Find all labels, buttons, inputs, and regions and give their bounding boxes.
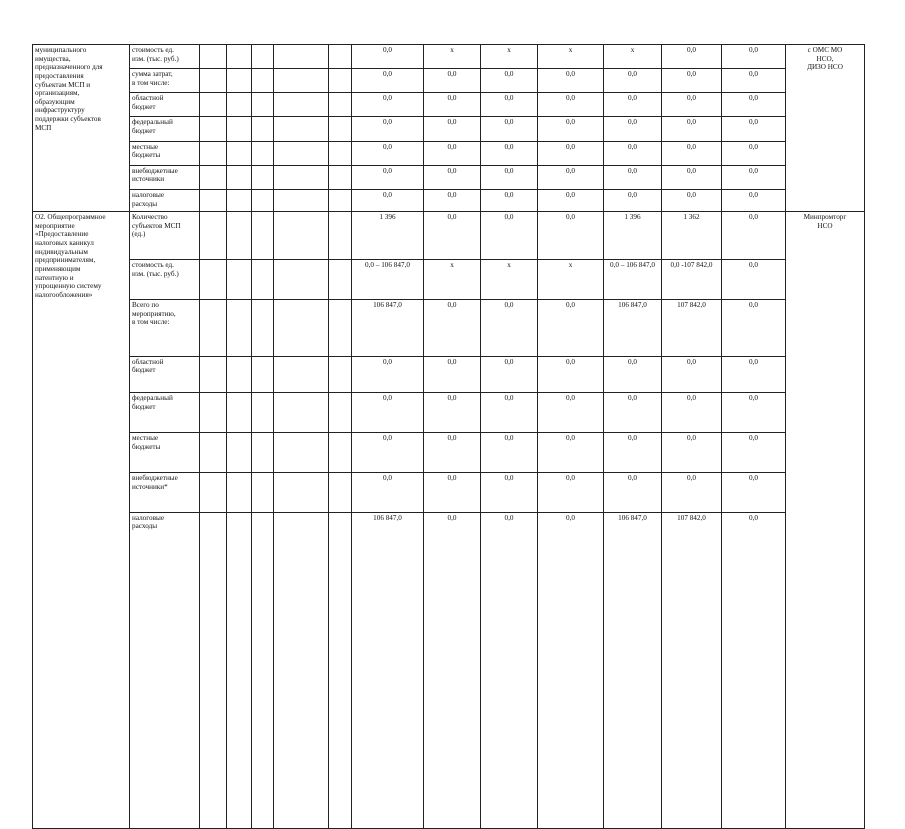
empty-cell: [274, 45, 329, 69]
value-cell: 0,0: [481, 300, 538, 357]
empty-cell: [329, 472, 352, 512]
value-cell: 0,0: [352, 45, 424, 69]
empty-cell: [274, 117, 329, 141]
table-row: [33, 117, 865, 141]
empty-cell: [252, 300, 274, 357]
tax-holidays-responsible: Минпромторг НСО: [786, 212, 865, 828]
row-label: местные бюджеты: [130, 141, 200, 165]
value-cell: 0,0: [662, 356, 722, 393]
value-cell: 0,0: [662, 393, 722, 433]
value-cell: 0,0: [662, 433, 722, 473]
value-cell: 0,0: [481, 472, 538, 512]
empty-cell: [329, 356, 352, 393]
value-cell: 0,0: [352, 93, 424, 117]
document-page: [32, 44, 865, 829]
value-cell: 0,0: [662, 117, 722, 141]
value-cell: 0,0: [424, 512, 481, 828]
value-cell: 0,0: [481, 141, 538, 165]
empty-cell: [329, 69, 352, 93]
value-cell: 0,0: [352, 189, 424, 211]
empty-cell: [200, 165, 227, 189]
value-cell: 1 396: [352, 212, 424, 260]
value-cell: 0,0: [722, 69, 786, 93]
empty-cell: [329, 433, 352, 473]
value-cell: 0,0: [481, 69, 538, 93]
value-cell: 0,0: [538, 393, 604, 433]
value-cell: 0,0: [352, 472, 424, 512]
empty-cell: [200, 117, 227, 141]
table-row: [33, 93, 865, 117]
empty-cell: [200, 260, 227, 300]
value-cell: x: [481, 260, 538, 300]
value-cell: x: [424, 45, 481, 69]
empty-cell: [227, 393, 252, 433]
value-cell: 0,0: [538, 69, 604, 93]
empty-cell: [252, 165, 274, 189]
value-cell: 0,0 -107 842,0: [662, 260, 722, 300]
row-label: федеральный бюджет: [130, 117, 200, 141]
property-support-activity-name: муниципального имущества, предназначенного для предоставления субъектам МСП и организациям, образующим инфраструктуру поддержки субъектов МСП: [33, 45, 130, 212]
empty-cell: [200, 472, 227, 512]
value-cell: 0,0: [424, 300, 481, 357]
empty-cell: [252, 433, 274, 473]
empty-cell: [227, 300, 252, 357]
value-cell: 0,0: [481, 212, 538, 260]
value-cell: 0,0: [481, 433, 538, 473]
empty-cell: [274, 300, 329, 357]
empty-cell: [252, 393, 274, 433]
empty-cell: [227, 93, 252, 117]
row-label: Количество субъектов МСП (ед.): [130, 212, 200, 260]
value-cell: 0,0: [722, 93, 786, 117]
value-cell: 0,0: [538, 212, 604, 260]
empty-cell: [200, 189, 227, 211]
empty-cell: [200, 356, 227, 393]
empty-cell: [274, 189, 329, 211]
row-label: сумма затрат, в том числе:: [130, 69, 200, 93]
empty-cell: [252, 189, 274, 211]
empty-cell: [227, 356, 252, 393]
value-cell: 0,0: [481, 356, 538, 393]
value-cell: 0,0: [481, 93, 538, 117]
empty-cell: [274, 393, 329, 433]
row-label: областной бюджет: [130, 356, 200, 393]
program-activities-table: [32, 44, 865, 829]
value-cell: 0,0: [722, 472, 786, 512]
value-cell: 0,0: [604, 93, 662, 117]
empty-cell: [329, 300, 352, 357]
table-row: [33, 69, 865, 93]
row-label: Всего по мероприятию, в том числе:: [130, 300, 200, 357]
row-label: местные бюджеты: [130, 433, 200, 473]
empty-cell: [252, 512, 274, 828]
value-cell: 0,0: [662, 141, 722, 165]
value-cell: 106 847,0: [604, 512, 662, 828]
empty-cell: [200, 512, 227, 828]
empty-cell: [200, 300, 227, 357]
empty-cell: [227, 212, 252, 260]
table-row: [33, 45, 865, 69]
empty-cell: [274, 356, 329, 393]
empty-cell: [227, 433, 252, 473]
value-cell: 0,0: [604, 472, 662, 512]
value-cell: 107 842,0: [662, 512, 722, 828]
empty-cell: [200, 141, 227, 165]
value-cell: 0,0: [424, 69, 481, 93]
value-cell: 0,0: [481, 393, 538, 433]
value-cell: 0,0: [352, 356, 424, 393]
empty-cell: [274, 433, 329, 473]
value-cell: 0,0: [662, 189, 722, 211]
empty-cell: [329, 512, 352, 828]
value-cell: x: [538, 260, 604, 300]
empty-cell: [274, 165, 329, 189]
table-row: [33, 212, 865, 260]
value-cell: 0,0: [722, 141, 786, 165]
empty-cell: [329, 212, 352, 260]
value-cell: 0,0: [538, 141, 604, 165]
value-cell: 0,0: [424, 93, 481, 117]
value-cell: 0,0: [604, 393, 662, 433]
value-cell: 0,0: [722, 189, 786, 211]
value-cell: 0,0: [722, 117, 786, 141]
row-label: налоговые расходы: [130, 512, 200, 828]
value-cell: 0,0: [604, 141, 662, 165]
row-label: внебюджетные источники*: [130, 472, 200, 512]
table-body: [33, 45, 865, 829]
empty-cell: [227, 45, 252, 69]
table-row: [33, 433, 865, 473]
value-cell: 0,0: [424, 141, 481, 165]
value-cell: 1 362: [662, 212, 722, 260]
empty-cell: [227, 512, 252, 828]
value-cell: 1 396: [604, 212, 662, 260]
empty-cell: [329, 189, 352, 211]
empty-cell: [329, 393, 352, 433]
empty-cell: [252, 69, 274, 93]
value-cell: x: [604, 45, 662, 69]
empty-cell: [274, 212, 329, 260]
value-cell: 0,0: [604, 433, 662, 473]
value-cell: 0,0 – 106 847,0: [604, 260, 662, 300]
property-support-responsible: с ОМС МО НСО, ДИЗО НСО: [786, 45, 865, 212]
value-cell: 0,0: [538, 189, 604, 211]
empty-cell: [274, 512, 329, 828]
empty-cell: [252, 93, 274, 117]
row-label: внебюджетные источники: [130, 165, 200, 189]
value-cell: 0,0: [604, 189, 662, 211]
value-cell: 0,0: [352, 433, 424, 473]
value-cell: 0,0: [538, 117, 604, 141]
table-row: [33, 512, 865, 828]
empty-cell: [252, 117, 274, 141]
value-cell: 0,0: [538, 472, 604, 512]
value-cell: 0,0: [722, 356, 786, 393]
value-cell: 0,0: [604, 69, 662, 93]
value-cell: 0,0: [352, 117, 424, 141]
row-label: областной бюджет: [130, 93, 200, 117]
tax-holidays-activity-name: О2. Общепрограммное мероприятие «Предоставление налоговых каникул индивидуальным предпринимателям, применяющим патентную и упрощенную систему налогообложения»: [33, 212, 130, 828]
value-cell: 0,0: [352, 165, 424, 189]
value-cell: 0,0: [424, 117, 481, 141]
empty-cell: [227, 472, 252, 512]
empty-cell: [227, 260, 252, 300]
value-cell: 0,0: [352, 69, 424, 93]
value-cell: 0,0: [424, 433, 481, 473]
empty-cell: [200, 93, 227, 117]
value-cell: 0,0: [722, 300, 786, 357]
value-cell: 106 847,0: [352, 300, 424, 357]
value-cell: 0,0: [424, 472, 481, 512]
empty-cell: [252, 212, 274, 260]
empty-cell: [227, 141, 252, 165]
empty-cell: [274, 472, 329, 512]
row-label: стоимость ед. изм. (тыс. руб.): [130, 260, 200, 300]
empty-cell: [329, 93, 352, 117]
value-cell: 0,0: [722, 512, 786, 828]
value-cell: 0,0 – 106 847,0: [352, 260, 424, 300]
table-row: [33, 356, 865, 393]
table-row: [33, 393, 865, 433]
empty-cell: [329, 260, 352, 300]
table-row: [33, 165, 865, 189]
value-cell: 0,0: [538, 165, 604, 189]
empty-cell: [274, 69, 329, 93]
value-cell: 0,0: [722, 433, 786, 473]
value-cell: 106 847,0: [604, 300, 662, 357]
empty-cell: [274, 141, 329, 165]
empty-cell: [274, 93, 329, 117]
value-cell: 0,0: [538, 300, 604, 357]
value-cell: 0,0: [538, 356, 604, 393]
value-cell: 0,0: [722, 260, 786, 300]
value-cell: 0,0: [722, 212, 786, 260]
value-cell: 0,0: [722, 45, 786, 69]
empty-cell: [200, 45, 227, 69]
value-cell: 0,0: [538, 512, 604, 828]
empty-cell: [274, 260, 329, 300]
value-cell: 0,0: [604, 356, 662, 393]
empty-cell: [227, 189, 252, 211]
value-cell: 0,0: [604, 165, 662, 189]
value-cell: x: [481, 45, 538, 69]
value-cell: 0,0: [424, 393, 481, 433]
empty-cell: [200, 69, 227, 93]
value-cell: 0,0: [604, 117, 662, 141]
value-cell: x: [538, 45, 604, 69]
empty-cell: [329, 45, 352, 69]
empty-cell: [200, 393, 227, 433]
value-cell: 0,0: [352, 393, 424, 433]
empty-cell: [252, 141, 274, 165]
value-cell: 0,0: [538, 93, 604, 117]
empty-cell: [227, 117, 252, 141]
value-cell: x: [424, 260, 481, 300]
empty-cell: [252, 472, 274, 512]
value-cell: 0,0: [662, 165, 722, 189]
value-cell: 0,0: [722, 165, 786, 189]
value-cell: 0,0: [424, 165, 481, 189]
value-cell: 0,0: [352, 141, 424, 165]
row-label: федеральный бюджет: [130, 393, 200, 433]
value-cell: 0,0: [424, 189, 481, 211]
empty-cell: [329, 141, 352, 165]
value-cell: 0,0: [722, 393, 786, 433]
value-cell: 0,0: [481, 512, 538, 828]
empty-cell: [329, 165, 352, 189]
empty-cell: [252, 45, 274, 69]
empty-cell: [227, 165, 252, 189]
row-label: налоговые расходы: [130, 189, 200, 211]
empty-cell: [200, 212, 227, 260]
table-row: [33, 141, 865, 165]
value-cell: 0,0: [538, 433, 604, 473]
value-cell: 0,0: [662, 45, 722, 69]
value-cell: 0,0: [481, 117, 538, 141]
value-cell: 106 847,0: [352, 512, 424, 828]
value-cell: 0,0: [481, 189, 538, 211]
value-cell: 0,0: [662, 93, 722, 117]
value-cell: 0,0: [481, 165, 538, 189]
table-row: [33, 300, 865, 357]
value-cell: 0,0: [662, 472, 722, 512]
value-cell: 107 842,0: [662, 300, 722, 357]
empty-cell: [252, 260, 274, 300]
empty-cell: [329, 117, 352, 141]
value-cell: 0,0: [424, 212, 481, 260]
row-label: стоимость ед. изм. (тыс. руб.): [130, 45, 200, 69]
table-row: [33, 260, 865, 300]
table-row: [33, 472, 865, 512]
empty-cell: [200, 433, 227, 473]
value-cell: 0,0: [424, 356, 481, 393]
table-row: [33, 189, 865, 211]
value-cell: 0,0: [662, 69, 722, 93]
empty-cell: [252, 356, 274, 393]
empty-cell: [227, 69, 252, 93]
